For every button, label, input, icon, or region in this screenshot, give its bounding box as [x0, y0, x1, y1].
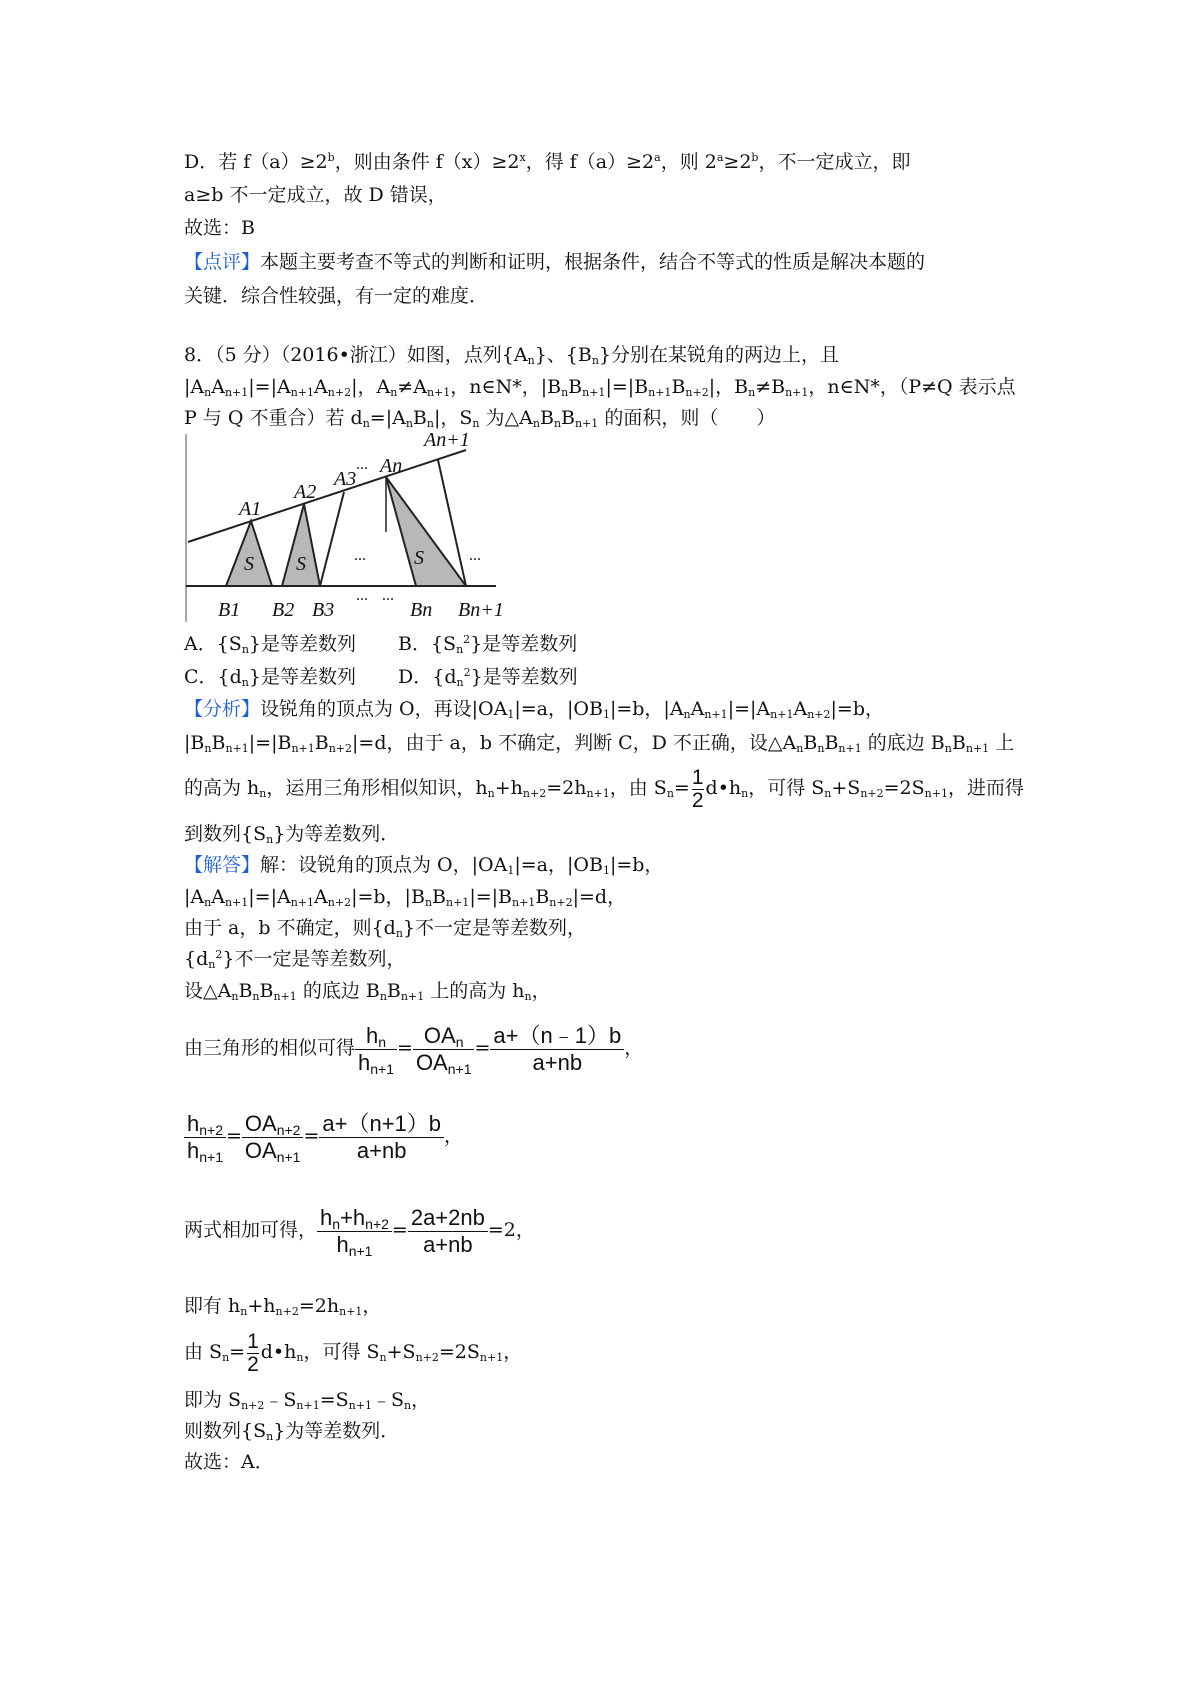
question-8-line1: 8．（5 分）（2016•浙江）如图，点列$\{A_n\}$、$\{B_n\}$分别在某锐角的两边上，且 [184, 344, 840, 367]
label-bn1: Bn+1 [458, 599, 504, 621]
label-sn: S [414, 547, 424, 569]
review-tag: 【点评】 [184, 251, 261, 273]
option-b: B．$\{S_n^2\}$是等差数列 [398, 633, 578, 656]
fraction-ratio-2: $\frac{a+(n+1)b}{a+nb}$ [319, 1111, 444, 1164]
label-s1: S [244, 553, 254, 575]
fraction-one-half-2: $\frac{1}{2}$ [247, 1329, 259, 1376]
solution-line4: $\{d_n^2\}$不一定是等差数列， [184, 948, 406, 971]
solution-line10: 由 $S_n=$ $\frac{1}{2}$ $d•h_n$，可得 $S_n+S_{n+2}=2S_{n+1}$， [184, 1329, 523, 1376]
label-s2: S [296, 553, 306, 575]
fraction-one-half: $\frac{1}{2}$ [691, 765, 704, 812]
label-a2: A2 [294, 481, 317, 503]
fraction-hn2-hn1: $\frac{h_{n+2}}{h_{n+1}}$ [184, 1111, 226, 1164]
solution-tag: 【解答】 [184, 854, 261, 876]
dots-upper: ... [356, 456, 368, 473]
fraction-ratio-1: $\frac{a+(n﹣1)b}{a+nb}$ [490, 1023, 624, 1076]
analysis-line1: 【分析】设锐角的顶点为 O，再设$|OA_1|=a$，$|OB_1|=b$，$|A_nA_{n+1}|=|A_{n+1}A_{n+2}|=b$， [184, 698, 884, 721]
solution-line5: 设$\triangle A_nB_nB_{n+1}$ 的底边 $B_nB_{n+1}$ 上的高为 $h_n$， [184, 980, 551, 1003]
label-b1: B1 [218, 599, 241, 621]
prev-answer: 故选：B [184, 217, 255, 239]
fraction-sum-ratio: $\frac{2a+2nb}{a+nb}$ [408, 1205, 488, 1258]
option-d-explanation-line1: D．若 $f(a)\ge 2^b$，则由条件 $f(x)\ge 2^x$，得 $f(a)\ge 2^a$，则 $2^a\ge 2^b$，不一定成立，即 [184, 151, 911, 173]
analysis-tag: 【分析】 [184, 698, 261, 720]
dots-lower-2: ... [382, 587, 394, 604]
solution-line12: 则数列$\{S_n\}$为等差数列． [184, 1420, 400, 1443]
solution-line3: 由于 a，b 不确定，则$\{d_n\}$不一定是等差数列， [184, 917, 587, 940]
segment-b3-a3 [320, 492, 344, 586]
analysis-line2: $|B_nB_{n+1}|=|B_{n+1}B_{n+2}|=d$，由于 a，b 不确定，判断 C，D 不正确，设$\triangle A_nB_nB_{n+1}$ 的底边 $B_nB_{n+1}$ 上 [184, 732, 1015, 755]
fraction-oan2-oan1: $\frac{OA_{n+2}}{OA_{n+1}}$ [242, 1111, 304, 1164]
label-an1: An+1 [424, 432, 470, 451]
option-c: C．$\{d_n\}$是等差数列 [184, 666, 356, 689]
label-a1: A1 [239, 498, 262, 520]
dots-middle: ... [354, 547, 366, 564]
analysis-line3: 的高为 $h_n$，运用三角形相似知识，$h_n+h_{n+2}=2h_{n+1}$，由 $S_n=$ $\frac{1}{2}$ $d•h_n$，可得 $S_n+S_{n+2}=2S_{n+1}$，进而得 [184, 765, 1024, 812]
solution-line11: 即为 $S_{n+2}﹣S_{n+1}=S_{n+1}﹣S_n$， [184, 1389, 431, 1412]
label-b2: B2 [272, 599, 295, 621]
label-b3: B3 [312, 599, 335, 621]
option-d: D．$\{d_n^2\}$是等差数列 [398, 666, 578, 689]
analysis-line4: 到数列$\{S_n\}$为等差数列． [184, 823, 400, 846]
review-line2: 关键．综合性较强，有一定的难度． [184, 285, 489, 307]
final-answer: 故选：A． [184, 1451, 274, 1473]
label-an: An [380, 455, 403, 477]
label-a3: A3 [334, 468, 357, 490]
dots-lower-1: ... [356, 587, 368, 604]
option-a: A．$\{S_n\}$是等差数列 [184, 633, 357, 656]
solution-line9: 即有 $h_n+h_{n+2}=2h_{n+1}$， [184, 1295, 382, 1318]
question-8-line2: $|A_nA_{n+1}|=|A_{n+1}A_{n+2}|$，$A_n\ne A_{n+1}$，n∈N*，$|B_nB_{n+1}|=|B_{n+1}B_{n+2}|$，$B_n\ne B_{n+1}$，n∈N*，（P≠Q 表示点 [184, 376, 1016, 399]
fraction-sum-h: $\frac{h_n+h_{n+2}}{h_{n+1}}$ [317, 1205, 392, 1258]
dots-right: ... [469, 547, 481, 564]
fraction-oan-oan1: $\frac{OA_n}{OA_{n+1}}$ [413, 1023, 475, 1076]
question-8-line3: P 与 Q 不重合）若 $d_n=|A_nB_n|$，$S_n$ 为$\triangle A_nB_nB_{n+1}$ 的面积，则（ ） [184, 407, 776, 430]
sum-equation: 两式相加可得， $\frac{h_n+h_{n+2}}{h_{n+1}}$ = $\frac{2a+2nb}{a+nb}$ =2， [184, 1204, 535, 1259]
label-bn: Bn [410, 599, 433, 621]
solution-line1: 【解答】解：设锐角的顶点为 O，$|OA_1|=a$，$|OB_1|=b$， [184, 854, 664, 877]
solution-line2: $|A_nA_{n+1}|=|A_{n+1}A_{n+2}|=b$，$|B_nB_{n+1}|=|B_{n+1}B_{n+2}|=d$， [184, 886, 627, 909]
fraction-hn-hn1: $\frac{h_n}{h_{n+1}}$ [355, 1023, 397, 1076]
review-line1: 【点评】本题主要考查不等式的判断和证明，根据条件，结合不等式的性质是解决本题的 [184, 251, 926, 273]
geometry-figure [184, 432, 514, 624]
option-d-explanation-line2: a≥b 不一定成立，故 D 错误， [184, 184, 447, 206]
similarity-equation-2: $\frac{h_{n+2}}{h_{n+1}}$ = $\frac{OA_{n+2}}{OA_{n+1}}$ = $\frac{a+(n+1)b}{a+nb}$ ， [184, 1106, 463, 1166]
similarity-equation-1: 由三角形的相似可得 $\frac{h_n}{h_{n+1}}$ = $\frac{OA_n}{OA_{n+1}}$ = $\frac{a+(n﹣1)b}{a+nb}$ ， [184, 1022, 644, 1077]
